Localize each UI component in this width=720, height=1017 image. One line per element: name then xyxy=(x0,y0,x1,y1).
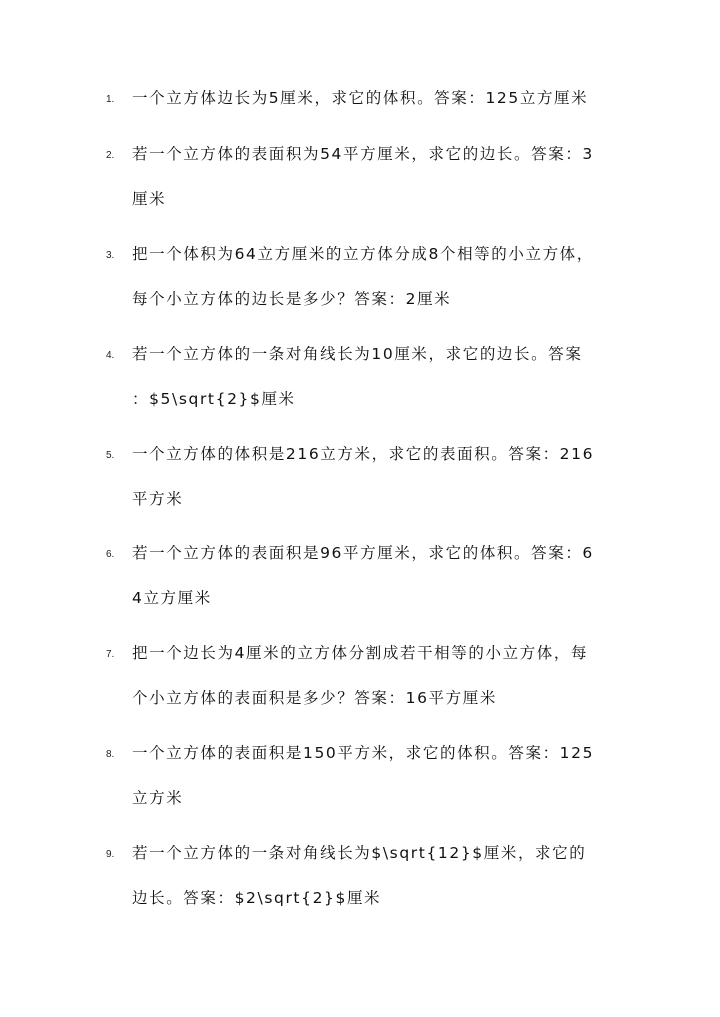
question-text-line: 4立方厘米 xyxy=(132,589,212,607)
question-text-line: 若一个立方体的表面积为54平方厘米，求它的边长。答案：3 xyxy=(132,145,594,163)
question-number: 6. xyxy=(106,549,115,560)
question-number: 4. xyxy=(106,350,115,361)
question-number: 3. xyxy=(106,250,115,261)
question-text-line: 个小立方体的表面积是多少？答案：16平方厘米 xyxy=(132,689,497,707)
question-text-line: 一个立方体的体积是216立方米，求它的表面积。答案：216 xyxy=(132,445,595,463)
question-text-line: 若一个立方体的一条对角线长为$\sqrt{12}$厘米，求它的 xyxy=(132,844,587,862)
question-text-line: 把一个体积为64立方厘米的立方体分成8个相等的小立方体， xyxy=(132,245,594,263)
question-text-line: 立方米 xyxy=(132,789,184,807)
question-text-line: 平方米 xyxy=(132,490,184,508)
question-text-line: 一个立方体边长为5厘米，求它的体积。答案：125立方厘米 xyxy=(132,89,589,107)
question-text-line: 每个小立方体的边长是多少？答案：2厘米 xyxy=(132,290,452,308)
question-text-line: 把一个边长为4厘米的立方体分割成若干相等的小立方体，每 xyxy=(132,644,589,662)
question-number: 5. xyxy=(106,450,115,461)
question-text-line: 一个立方体的表面积是150平方米，求它的体积。答案：125 xyxy=(132,744,595,762)
question-number: 2. xyxy=(106,150,115,161)
question-number: 8. xyxy=(106,749,115,760)
question-number: 9. xyxy=(106,849,115,860)
question-text-line: 若一个立方体的一条对角线长为10厘米，求它的边长。答案 xyxy=(132,345,583,363)
question-text-line: 若一个立方体的表面积是96平方厘米，求它的体积。答案：6 xyxy=(132,544,594,562)
question-number: 7. xyxy=(106,649,115,660)
question-text-line: 厘米 xyxy=(132,190,167,208)
question-text-line: ：$5\sqrt{2}$厘米 xyxy=(132,390,296,408)
question-text-line: 边长。答案：$2\sqrt{2}$厘米 xyxy=(132,889,382,907)
question-number: 1. xyxy=(106,94,115,105)
